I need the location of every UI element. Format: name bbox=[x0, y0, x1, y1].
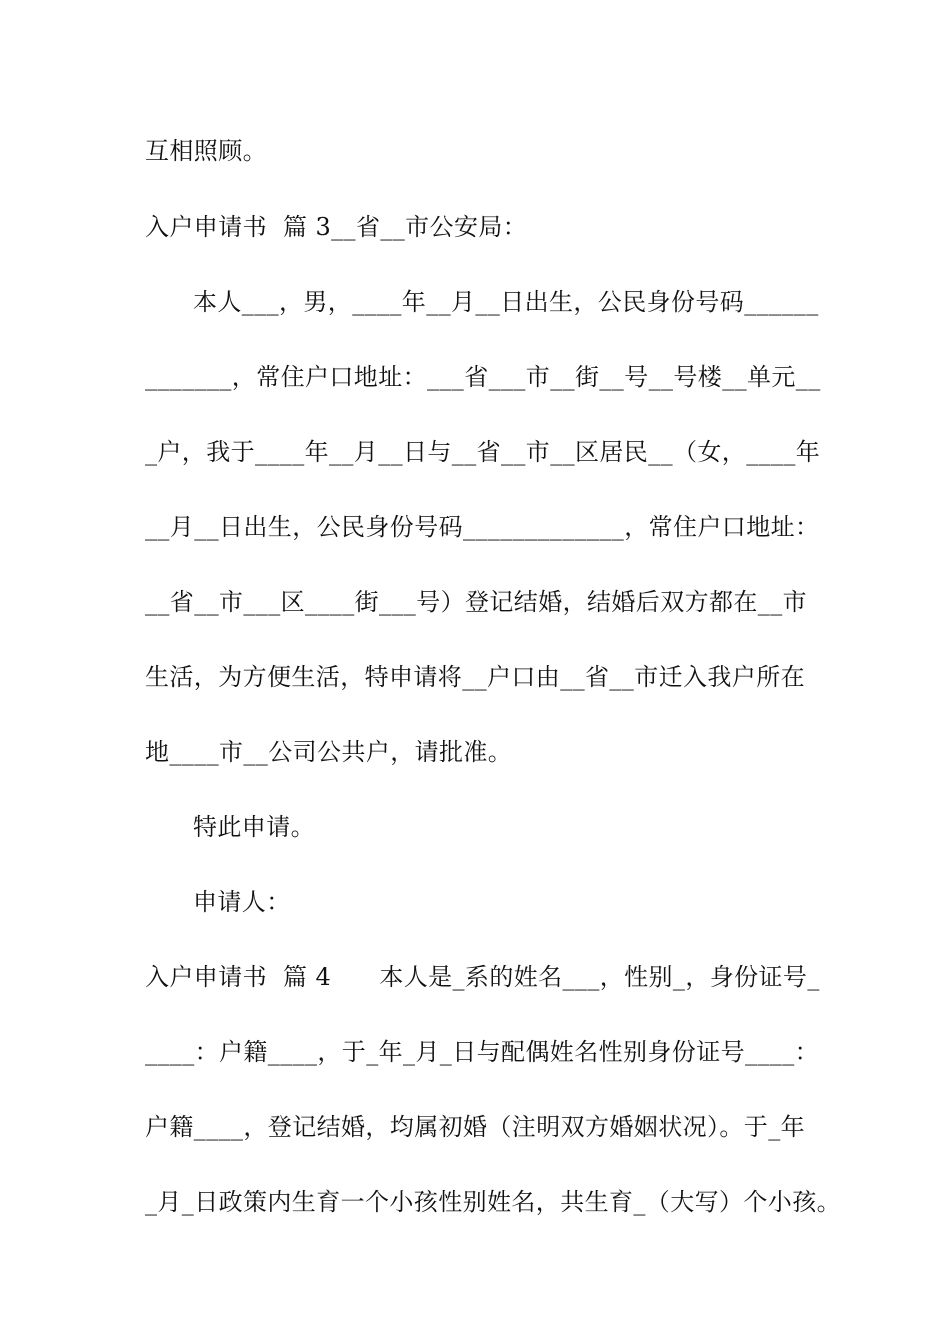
section-heading-3: 入户申请书 篇 3__省__市公安局： bbox=[145, 213, 528, 241]
text-line: _月_日政策内生育一个小孩性别姓名，共生育_（大写）个小孩。 bbox=[145, 1188, 841, 1216]
applicant-line: 申请人： bbox=[193, 888, 291, 916]
text-line: 本人___，男，____年__月__日出生，公民身份号码______ bbox=[193, 288, 819, 316]
text-line: 互相照顾。 bbox=[145, 137, 267, 165]
text-line: 户籍____，登记结婚，均属初婚（注明双方婚姻状况）。于_年 bbox=[145, 1113, 805, 1141]
closing-line: 特此申请。 bbox=[193, 813, 315, 841]
text-line: __月__日出生，公民身份号码_____________，常住户口地址： bbox=[145, 513, 820, 541]
text-line: 生活，为方便生活，特申请将__户口由__省__市迁入我户所在 bbox=[145, 663, 805, 691]
text-line: _户，我于____年__月__日与__省__市__区居民__（女，____年 bbox=[145, 438, 821, 466]
section-heading-4: 入户申请书 篇 4 本人是_系的姓名___，性别_，身份证号_ bbox=[145, 963, 820, 991]
text-line: _______，常住户口地址：___省___市__街__号__号楼__单元__ bbox=[145, 363, 821, 391]
text-line: ____：户籍____，于_年_月_日与配偶姓名性别身份证号____： bbox=[145, 1038, 819, 1066]
text-line: __省__市___区____街___号）登记结婚，结婚后双方都在__市 bbox=[145, 588, 807, 616]
text-line: 地____市__公司公共户，请批准。 bbox=[145, 738, 513, 766]
